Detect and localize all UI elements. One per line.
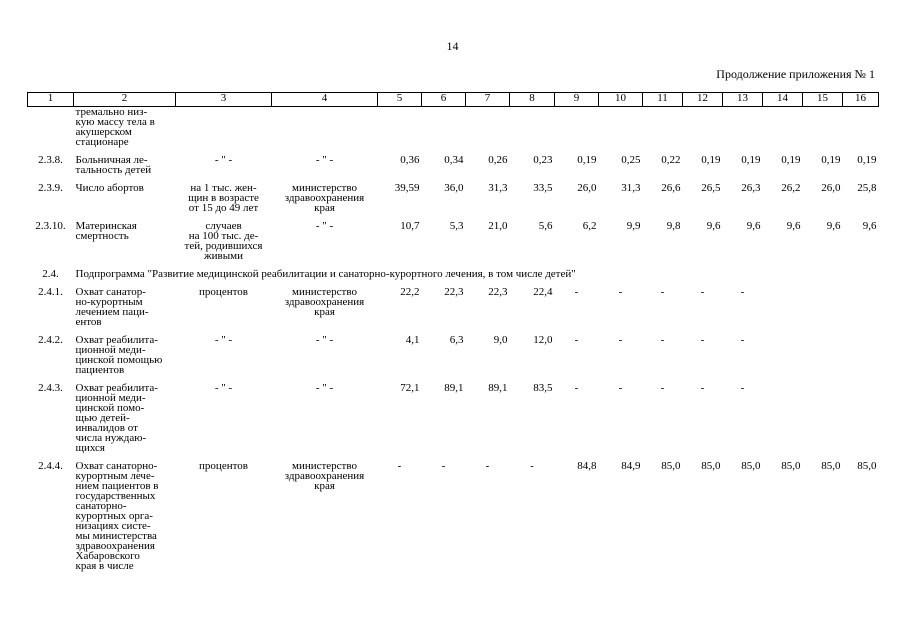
column-header: 4 (272, 93, 378, 107)
value-cell: - (618, 334, 623, 346)
value-cell: 31,3 (488, 182, 508, 194)
value-cell: 85,0 (781, 460, 801, 472)
value-cell: 36,0 (444, 182, 464, 194)
column-header: 16 (843, 93, 879, 107)
value-cell: - (397, 460, 402, 472)
value-cell: 0,19 (577, 154, 597, 166)
column-header: 15 (803, 93, 843, 107)
unit-of-measure: процентов (199, 286, 248, 298)
value-cell: - (660, 382, 665, 394)
value-cell: - (700, 286, 705, 298)
value-cell (510, 107, 555, 148)
page-number: 14 (446, 39, 459, 53)
value-cell: - (485, 460, 490, 472)
value-cell: 9,0 (493, 334, 508, 346)
value-cell: 9,6 (786, 220, 801, 232)
value-cell: 22,3 (488, 286, 508, 298)
row-number: 2.4.4. (38, 460, 63, 472)
value-cell: 9,6 (826, 220, 841, 232)
value-cell: - (618, 286, 623, 298)
value-cell: 6,2 (582, 220, 597, 232)
column-header: 13 (723, 93, 763, 107)
value-cell (803, 107, 843, 148)
value-cell: - (574, 382, 579, 394)
responsible-body: - " - (315, 220, 334, 232)
value-cell: - (574, 286, 579, 298)
value-cell (643, 107, 683, 148)
value-cell: 26,0 (577, 182, 597, 194)
value-cell: - (618, 382, 623, 394)
responsible-body: - " - (315, 382, 334, 394)
table-row (28, 175, 879, 213)
value-cell: 4,1 (405, 334, 420, 346)
column-header: 10 (599, 93, 643, 107)
responsible-body (272, 107, 378, 148)
value-cell: 26,5 (701, 182, 721, 194)
value-cell: 6,3 (449, 334, 464, 346)
indicator-name: Охват реабилита- ционной меди- цинской помощью пациентов (75, 334, 163, 376)
row-number: 2.4.1. (38, 286, 63, 298)
table-row (28, 147, 879, 175)
value-cell (378, 107, 422, 148)
indicator-name: Материнская смертность (75, 220, 137, 242)
value-cell: - (740, 286, 745, 298)
value-cell: 0,19 (701, 154, 721, 166)
indicator-name: Охват реабилита- ционной меди- цинской помо- щью детей- инвалидов от числа нуждаю- щихся (75, 382, 158, 454)
value-cell: 26,2 (781, 182, 801, 194)
unit-of-measure: - " - (214, 154, 233, 166)
value-cell: - (700, 382, 705, 394)
value-cell (599, 107, 643, 148)
value-cell: 9,6 (706, 220, 721, 232)
value-cell: 25,8 (857, 182, 877, 194)
value-cell (803, 279, 843, 327)
value-cell: 0,19 (857, 154, 877, 166)
table-row (28, 107, 879, 148)
value-cell: 84,9 (621, 460, 641, 472)
value-cell (683, 107, 723, 148)
unit-of-measure: случаев на 100 тыс. де- тей, родившихся живыми (184, 220, 263, 262)
column-header: 3 (176, 93, 272, 107)
value-cell: - (441, 460, 446, 472)
column-header: 1 (28, 93, 74, 107)
value-cell: 33,5 (533, 182, 553, 194)
value-cell: 85,0 (821, 460, 841, 472)
value-cell: 5,6 (538, 220, 553, 232)
unit-of-measure (176, 107, 272, 148)
value-cell: - (574, 334, 579, 346)
value-cell: 31,3 (621, 182, 641, 194)
column-header: 7 (466, 93, 510, 107)
table-row (28, 375, 879, 453)
value-cell: 0,19 (741, 154, 761, 166)
value-cell (763, 279, 803, 327)
continuation-note: Продолжение приложения № 1 (716, 67, 875, 81)
value-cell (843, 375, 879, 453)
value-cell: 85,0 (857, 460, 877, 472)
value-cell: 5,3 (449, 220, 464, 232)
value-cell: 10,7 (400, 220, 420, 232)
column-header: 5 (378, 93, 422, 107)
subprogram-title: Подпрограмма "Развитие медицинской реабилитации и санаторно-курортного лечения, в том числе детей" (75, 268, 576, 280)
value-cell (763, 107, 803, 148)
value-cell: 12,0 (533, 334, 553, 346)
indicator-name: Больничная ле- тальность детей (75, 154, 152, 176)
row-number: 2.3.8. (38, 154, 63, 166)
column-header: 6 (422, 93, 466, 107)
value-cell: 0,19 (781, 154, 801, 166)
value-cell: - (660, 334, 665, 346)
value-cell: 85,0 (701, 460, 721, 472)
unit-of-measure: процентов (199, 460, 248, 472)
value-cell: 85,0 (741, 460, 761, 472)
responsible-body: министерство здравоохранения края (284, 182, 365, 214)
row-number: 2.3.10. (35, 220, 66, 232)
value-cell (763, 327, 803, 375)
value-cell: 26,6 (661, 182, 681, 194)
responsible-body: министерство здравоохранения края (284, 286, 365, 318)
table-row (28, 213, 879, 261)
value-cell: 22,3 (444, 286, 464, 298)
column-header: 9 (555, 93, 599, 107)
indicator-name: Охват санаторно- курортным лече- нием пациентов в государственных санаторно- курортных орга- низациях систе- мы министерства здравоохранения Хабаровского края в числе (75, 460, 159, 572)
value-cell: 9,6 (862, 220, 877, 232)
value-cell: 39,59 (394, 182, 420, 194)
value-cell: 22,4 (533, 286, 553, 298)
value-cell: 9,6 (746, 220, 761, 232)
row-number: 2.4. (42, 268, 59, 280)
row-number: 2.4.2. (38, 334, 63, 346)
column-header: 8 (510, 93, 555, 107)
value-cell: - (700, 334, 705, 346)
indicators-table (27, 92, 879, 571)
value-cell: 0,34 (444, 154, 464, 166)
value-cell: 0,22 (661, 154, 681, 166)
table-row (28, 453, 879, 571)
value-cell (843, 279, 879, 327)
table-row (28, 279, 879, 327)
column-header-row (28, 93, 879, 107)
value-cell: - (740, 334, 745, 346)
unit-of-measure: - " - (214, 334, 233, 346)
column-header: 2 (74, 93, 176, 107)
value-cell: 21,0 (488, 220, 508, 232)
table-row (28, 327, 879, 375)
value-cell (803, 327, 843, 375)
value-cell: - (740, 382, 745, 394)
unit-of-measure: на 1 тыс. жен- щин в возрасте от 15 до 49 лет (188, 182, 259, 214)
value-cell (466, 107, 510, 148)
value-cell (843, 327, 879, 375)
value-cell: 26,0 (821, 182, 841, 194)
subprogram-row (28, 261, 879, 279)
value-cell: 0,36 (400, 154, 420, 166)
value-cell: - (530, 460, 534, 472)
value-cell (763, 375, 803, 453)
value-cell (555, 107, 599, 148)
value-cell: 72,1 (400, 382, 420, 394)
responsible-body: министерство здравоохранения края (284, 460, 365, 492)
value-cell: 9,9 (626, 220, 641, 232)
value-cell (723, 107, 763, 148)
unit-of-measure: - " - (214, 382, 233, 394)
value-cell (843, 107, 879, 148)
value-cell: 26,3 (741, 182, 761, 194)
column-header: 12 (683, 93, 723, 107)
indicator-name: Охват санатор- но-курортным лечением паци- ентов (75, 286, 149, 328)
value-cell: 85,0 (661, 460, 681, 472)
column-header: 14 (763, 93, 803, 107)
indicator-name: тремально низ- кую массу тела в акушерском стационаре (75, 106, 155, 148)
responsible-body: - " - (315, 154, 334, 166)
value-cell (803, 375, 843, 453)
value-cell: 0,19 (821, 154, 841, 166)
value-cell: 83,5 (533, 382, 553, 394)
value-cell: 0,25 (621, 154, 641, 166)
responsible-body: - " - (315, 334, 334, 346)
value-cell: 0,26 (488, 154, 508, 166)
value-cell (422, 107, 466, 148)
indicator-name: Число абортов (75, 182, 144, 194)
value-cell: 9,8 (666, 220, 681, 232)
value-cell: 22,2 (400, 286, 420, 298)
column-header: 11 (643, 93, 683, 107)
value-cell: 89,1 (488, 382, 508, 394)
row-number: 2.4.3. (38, 382, 63, 394)
value-cell: 84,8 (577, 460, 597, 472)
row-number: 2.3.9. (38, 182, 63, 194)
value-cell: - (660, 286, 665, 298)
value-cell: 0,23 (533, 154, 553, 166)
value-cell: 89,1 (444, 382, 464, 394)
row-number (28, 107, 74, 148)
table-body (28, 107, 879, 572)
